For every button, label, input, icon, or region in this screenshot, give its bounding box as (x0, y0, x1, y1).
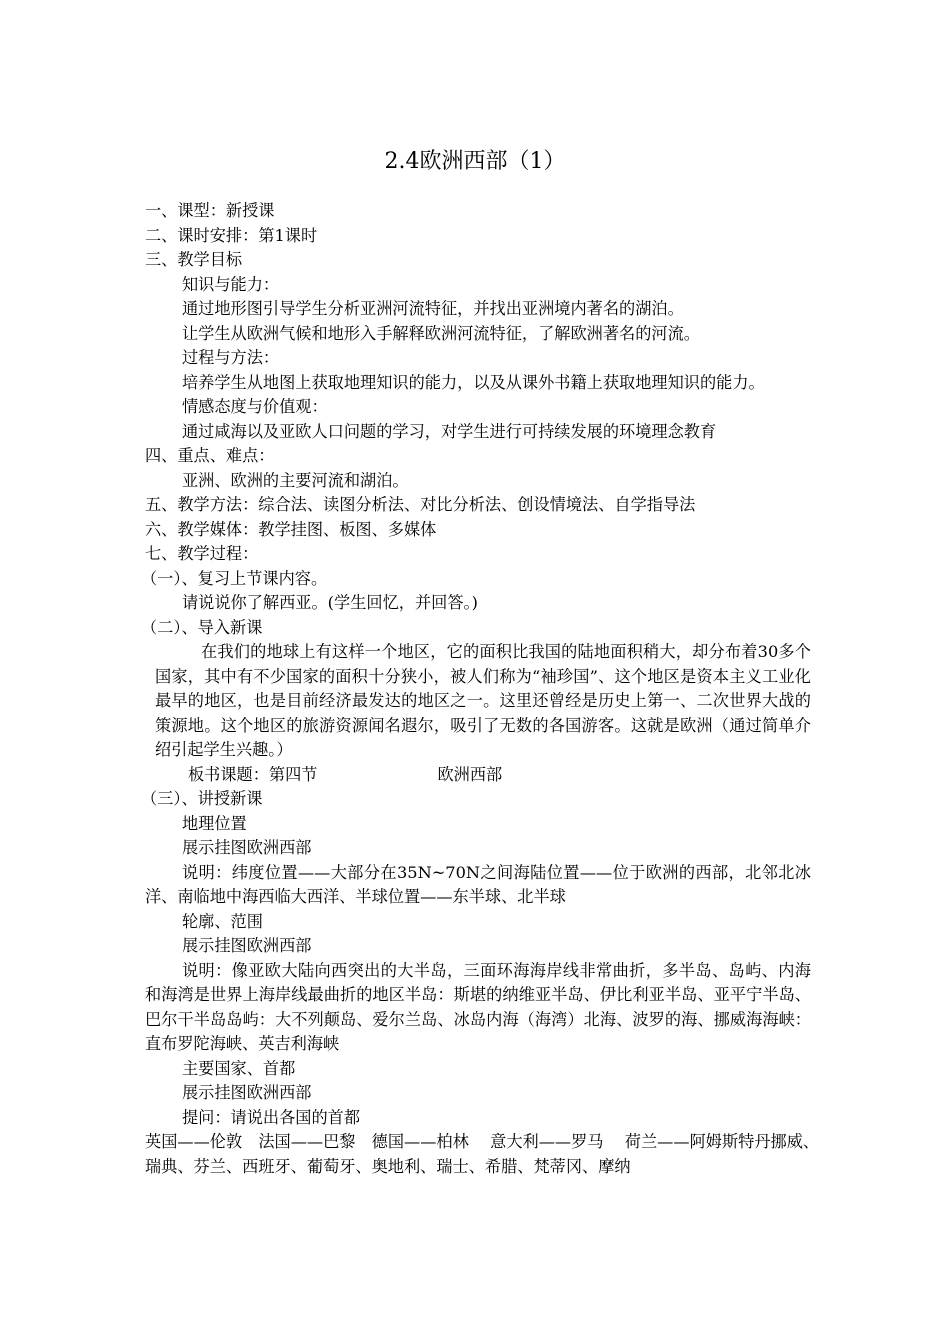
subheading-countries: 主要国家、首都 (182, 1058, 296, 1078)
document-body (141, 199, 828, 1179)
board-title-line (145, 763, 811, 788)
board-title-topic: 欧洲西部 (437, 764, 503, 784)
paragraph-process: 培养学生从地图上获取地理知识的能力，以及从课外书籍上获取地理知识的能力。 (182, 372, 765, 392)
paragraph-knowledge-1: 通过地形图引导学生分析亚洲河流特征，并找出亚洲境内著名的湖泊。 (182, 299, 684, 318)
subheading-location: 地理位置 (182, 813, 247, 833)
paragraph-show-map-1: 展示挂图欧洲西部 (182, 838, 312, 857)
paragraph-knowledge-2: 让学生从欧洲气候和地形入手解释欧洲河流特征，了解欧洲著名的河流。 (182, 323, 700, 343)
paragraph-review: 请说说你了解西亚。(学生回忆，并回答。) (182, 593, 478, 612)
paragraph-question: 提问：请说出各国的首都 (182, 1107, 361, 1127)
section-key-points: 四、重点、难点： (145, 446, 275, 465)
subheading-attitude: 情感态度与价值观： (182, 397, 328, 416)
subheading-outline: 轮廓、范围 (182, 911, 263, 931)
paragraph-capitals: 英国——伦敦 法国——巴黎 德国——柏林 意大利——罗马 荷兰——阿姆斯特丹挪威、 瑞典、芬兰、西班牙、葡萄牙、奥地利、瑞士、希腊、梵蒂冈、摩纳 (145, 1132, 828, 1176)
subheading-process: 过程与方法： (182, 348, 280, 367)
section-media: 六、教学媒体：教学挂图、板图、多媒体 (145, 519, 437, 539)
paragraph-location: 说明：纬度位置——大部分在35N~70N之间海陆位置——位于欧洲的西部，北邻北冰洋、南临地中海西临大西洋、半球位置——东半球、北半球 (145, 862, 811, 906)
paragraph-key-points: 亚洲、欧洲的主要河流和湖泊。 (182, 470, 409, 490)
step-intro: （二）、导入新课 (141, 617, 263, 637)
board-title-label: 板书课题：第四节 (188, 764, 318, 784)
subheading-knowledge: 知识与能力： (182, 274, 280, 294)
section-methods: 五、教学方法：综合法、读图分析法、对比分析法、创设情境法、自学指导法 (145, 495, 696, 514)
step-new-lesson: （三）、讲授新课 (141, 789, 263, 808)
section-objectives: 三、教学目标 (145, 250, 243, 269)
paragraph-attitude: 通过咸海以及亚欧人口问题的学习，对学生进行可持续发展的环境理念教育 (182, 421, 717, 441)
section-process: 七、教学过程： (145, 544, 259, 563)
step-review: （一）、复习上节课内容。 (141, 568, 328, 588)
paragraph-show-map-3: 展示挂图欧洲西部 (182, 1083, 312, 1102)
paragraph-show-map-2: 展示挂图欧洲西部 (182, 936, 312, 955)
paragraph-outline: 说明：像亚欧大陆向西突出的大半岛，三面环海海岸线非常曲折，多半岛、岛屿、内海和海湾是世界上海岸线最曲折的地区半岛：斯堪的纳维亚半岛、伊比利亚半岛、亚平宁半岛、巴尔干半岛岛屿：大不列颠岛、爱尔兰岛、冰岛内海（海湾）北海、波罗的海、挪威海海峡：直布罗陀海峡、英吉利海峡 (145, 960, 811, 1053)
section-course-type: 一、课型：新授课 (145, 201, 275, 220)
section-schedule: 二、课时安排：第1课时 (145, 225, 318, 245)
paragraph-intro: 在我们的地球上有这样一个地区，它的面积比我国的陆地面积稍大，却分布着30多个国家，其中有不少国家的面积十分狭小，被人们称为“袖珍国”、这个地区是资本主义工业化最早的地区，也是目前经济最发达的地区之一。这里还曾经是历史上第一、二次世界大战的策源地。这个地区的旅游资源闻名遐尔，吸引了无数的各国游客。这就是欧洲（通过简单介绍引起学生兴趣。） (155, 642, 811, 759)
page-title: 2.4欧洲西部（1） (384, 149, 566, 174)
